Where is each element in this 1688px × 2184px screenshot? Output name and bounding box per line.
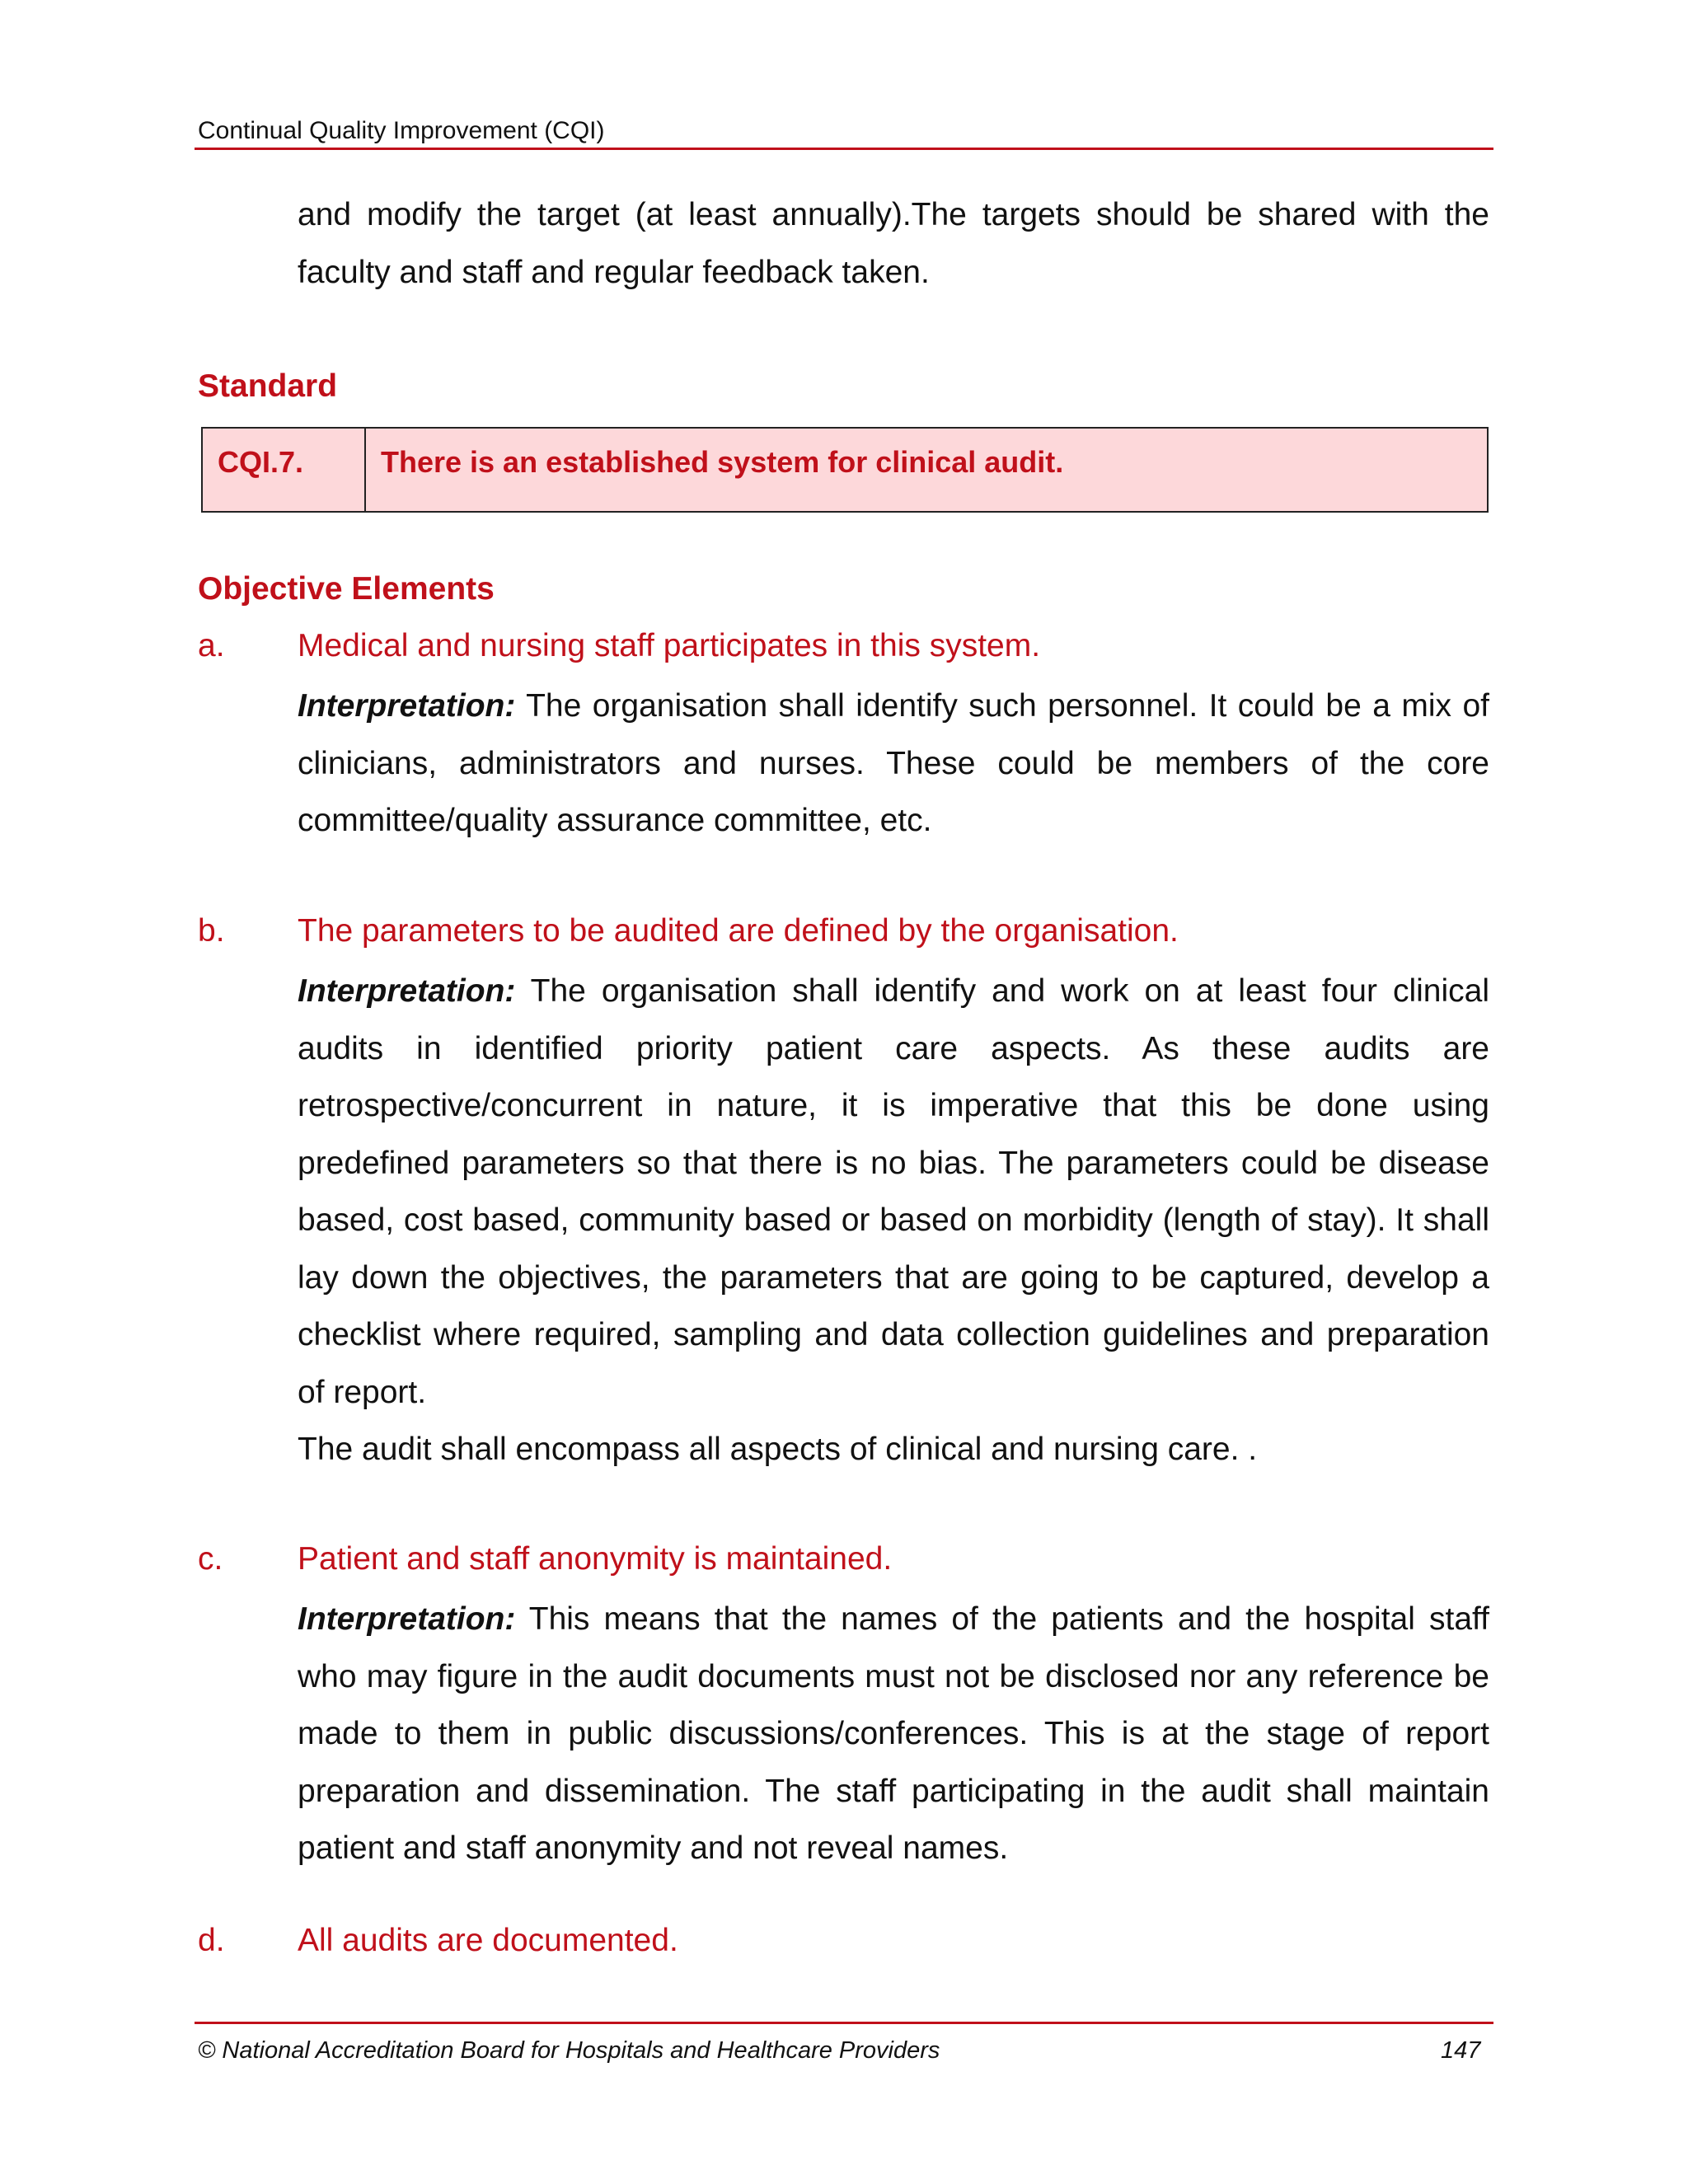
interpretation-label: Interpretation: [298,973,516,1009]
item-c-interpretation-text: This means that the names of the patients and the hospital staff who may figure in the audit documents must not be disclosed nor any reference be made to them in public discussions/conferences. This is at the stage of report preparation and dissemination. The staff participating in the audit shall maintain patient and staff anonymity and not reveal names. [298,1601,1489,1866]
intro-paragraph: and modify the target (at least annually).The targets should be shared with the faculty and staff and regular feedback taken. [298,197,1489,290]
page-number: 147 [1441,2037,1481,2064]
footer-copyright: © National Accreditation Board for Hospitals and Healthcare Providers [198,2037,940,2064]
item-a-marker: a. [198,628,225,663]
standard-heading: Standard [198,368,338,404]
item-d-title: All audits are documented. [298,1923,678,1958]
item-b-extra-text: The audit shall encompass all aspects of clinical and nursing care. . [298,1432,1258,1467]
item-a-interpretation [298,677,1489,850]
standard-text: There is an established system for clinical audit. [381,445,1064,479]
standard-box [201,427,1489,513]
item-c-interpretation [298,1591,1489,1877]
item-a-interpretation-text: The organisation shall identify such personnel. It could be a mix of clinicians, administrators and nurses. These could be members of the core committee/quality assurance committee, etc. [298,688,1489,838]
item-b-interpretation-text: The organisation shall identify and work on at least four clinical audits in identified priority patient care aspects. As these audits are retrospective/concurrent in nature, it is imperative that this be done using predefined parameters so that there is no bias. The parameters could be disease based, cost based, community based or based on morbidity (length of stay). It shall lay down the objectives, the parameters that are going to be captured, develop a checklist where required, sampling and data collection guidelines and preparation of report. [298,973,1489,1410]
item-d-marker: d. [198,1923,225,1958]
item-b-interpretation [298,963,1489,1479]
item-b-marker: b. [198,913,225,949]
item-b-title: The parameters to be audited are defined by the organisation. [298,913,1179,949]
footer-divider [195,2022,1493,2024]
item-c-marker: c. [198,1541,223,1577]
standard-code: CQI.7. [203,429,366,511]
running-header: Continual Quality Improvement (CQI) [198,117,605,144]
objective-elements-heading: Objective Elements [198,571,495,607]
interpretation-label: Interpretation: [298,1601,516,1637]
item-c-title: Patient and staff anonymity is maintained. [298,1541,893,1577]
header-divider [195,148,1493,150]
interpretation-label: Interpretation: [298,688,516,724]
item-a-title: Medical and nursing staff participates in this system. [298,628,1041,663]
